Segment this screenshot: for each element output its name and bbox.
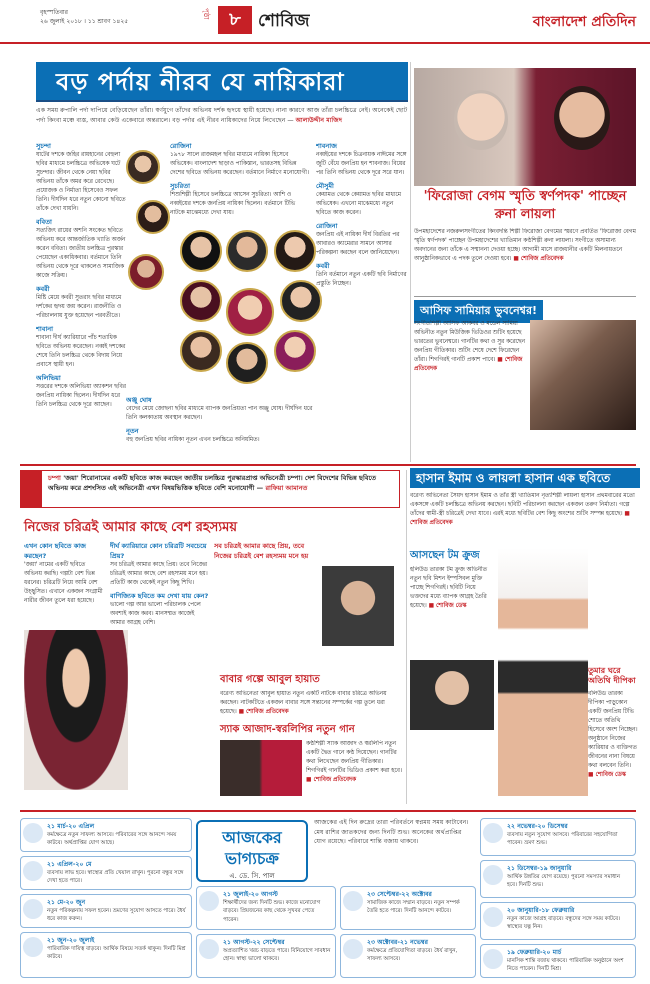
col1-text-5: সত্তরের দশকে অলিভিয়া অ্যাকশন ছবির জনপ্রিয় নায়িকা ছিলেন। দীর্ঘদিন ধরে তিনি চলচ্চিত্র থেকে দূরে আছেন। xyxy=(36,384,126,408)
horoscope-author: এ. ডে. সি. পাল xyxy=(229,871,275,880)
leo-icon xyxy=(199,891,219,911)
deepika-headline: তুমার ঘরে অতিথি দীপিকা xyxy=(588,666,636,686)
champa-col-1 xyxy=(24,538,104,630)
horo-name: ২৩ সেপ্টেম্বর-২২ অক্টোবর xyxy=(367,891,432,898)
champa-quote-text: 'জয়া' শিরোনামের একটি ছবিতে কাজ করছেন জাতীয় চলচ্চিত্র পুরস্কারপ্রাপ্ত অভিনেত্রী চম্পা। দেশ বিদেশের বিভিন্ন ছবিতে অভিনয় করে প্রশংসিত এই অভিনেত্রী এখন বিষয়ভিত্তিক ছবিতে বেশি মনোযোগী — xyxy=(48,474,376,492)
feature-lead-text: এক সময় রুপালি পর্দা দাপিয়ে বেড়িয়েছেন তাঁরা। স্বর্ণযুগে তাঁদের অভিনয় দর্শক হৃদয়ে স্থায়ী হয়েছে। নানা কারণে আজ তাঁরা চলচ্চিত্রে নেই। অনেকেই ছোট পর্দা কিংবা মঞ্চে ব্যস্ত, আবার কেউ একেবারে অন্তরালে। বড় পর্দার এই নীরব নায়িকাদের নিয়ে লিখেছেন — xyxy=(36,107,408,124)
gemini-icon xyxy=(23,899,43,919)
col3-subhead-1: শাবনাজ xyxy=(316,142,337,150)
horo-cell-kumbha xyxy=(480,902,636,940)
champa-q2: দীর্ঘ ক্যারিয়ারে কোন চরিত্রটি সবচেয়ে প্রিয়? xyxy=(110,542,207,561)
champa-a2: সব চরিত্রই আমার কাছে প্রিয়। তবে নিজের চরিত্রই আমার কাছে বেশ রহস্যময় মনে হয়। প্রতিটি কাজ থেকেই নতুন কিছু শিখি। xyxy=(110,562,208,587)
col2-text-2: শিশুশিল্পী হিসেবে চলচ্চিত্রে আসেন সুচরিতা। আশি ও নব্বইয়ের দশকে জনপ্রিয় নায়িকা ছিলেন। বর্তমানে টিভি নাটকে মাঝেমধ্যে দেখা যায়। xyxy=(170,192,296,217)
horo-cell-kanya xyxy=(196,934,336,978)
champa-quote-bar xyxy=(20,470,42,508)
tom-photo xyxy=(410,660,494,730)
newspaper-logo: বাংলাদেশ প্রতিদিন xyxy=(532,14,636,30)
horo-name: ২১ মার্চ-২০ এপ্রিল xyxy=(47,823,95,830)
feature-col-3 xyxy=(316,138,408,460)
col3-text-1: নব্বইয়ের দশকে চিত্রনায়ক নাঈমের সঙ্গে জুটি বেঁধে জনপ্রিয় হন শাবনাজ। বিয়ের পর তিনি অভিনয় থেকে দূরে সরে যান। xyxy=(316,152,407,177)
face-1 xyxy=(454,90,508,150)
tom-headline: আসছেন টম ক্রুজ xyxy=(410,550,480,561)
feature-lead xyxy=(36,106,408,125)
horo-text: আর্থিক উন্নতির যোগ রয়েছে। পুরনো সমস্যার সমাধান হবে। দিনটি শুভ। xyxy=(507,874,620,889)
horo-name: ২১ ডিসেম্বর-১৯ জানুয়ারি xyxy=(507,865,572,872)
col1-subhead-3: কবরী xyxy=(36,284,50,293)
pisces-icon xyxy=(483,949,503,969)
runa-body xyxy=(414,228,636,294)
divider-h-1 xyxy=(414,296,636,297)
horo-cell-dhanu xyxy=(480,818,636,856)
section-title: শোবিজ xyxy=(258,11,310,31)
col2-subhead-1: রোজিনা xyxy=(170,142,192,150)
champa-q3: বাণিজ্যিক ছবিতে কম দেখা যায় কেন? xyxy=(110,592,209,601)
abul-headline: বাবার গল্পে আবুল হায়াত xyxy=(220,674,320,685)
horo-name: ২২ নভেম্বর-২০ ডিসেম্বর xyxy=(507,823,568,830)
hasan-credit: ■ শোবিজ প্রতিবেদক xyxy=(410,510,630,526)
horo-cell-brish xyxy=(20,856,192,890)
asiq-photo xyxy=(530,320,636,430)
horo-text: কর্মক্ষেত্রে প্রতিযোগিতা বাড়বে। ধৈর্য রাখুন, সাফল্য আসবে। xyxy=(367,948,458,963)
champa-col-2 xyxy=(110,538,210,790)
abul-credit: ■ শোবিজ প্রতিবেদক xyxy=(238,708,289,715)
horo-name: ২১ জুলাই-২০ আগস্ট xyxy=(223,891,279,898)
portrait-3 xyxy=(274,230,316,272)
swapnil-body-text: কণ্ঠশিল্পী স্যাক আজাদ ও স্বরলিপি নতুন একটি দ্বৈত গানে কণ্ঠ দিয়েছেন। গানটির কথা লিখেছেন জনপ্রিয় গীতিকার। শিগগিরই গানটির ভিডিও প্রকাশ করা হবে। xyxy=(306,741,402,774)
capricorn-icon xyxy=(483,865,503,885)
divider-v-2 xyxy=(406,470,407,804)
horo-text: ব্যবসায় লাভ হবে। স্বাস্থ্যের প্রতি খেয়াল রাখুন। পুরনো বন্ধুর সঙ্গে দেখা হতে পারে। xyxy=(47,870,184,885)
col2-text-3: বেদের মেয়ে জোছনা ছবির মাধ্যমে ব্যাপক জনপ্রিয়তা পান অঞ্জু ঘোষ। দীর্ঘদিন ধরে তিনি কলকাতায় অবস্থান করছেন। xyxy=(126,406,313,422)
portrait-2 xyxy=(226,230,268,272)
hasan-body xyxy=(410,492,638,544)
feature-byline: আলাউদ্দীন মাজিদ xyxy=(295,116,342,124)
col1-text-2: সত্যজিৎ রায়ের অশনি সংকেত ছবিতে অভিনয় করে আন্তর্জাতিক খ্যাতি অর্জন করেন ববিতা। জাতীয় চলচ্চিত্র পুরস্কার পেয়েছেন একাধিকবার। বর্তমানে তিনি অভিনয় থেকে দূরে থাকলেও সামাজিক কাজে সক্রিয়। xyxy=(36,228,126,279)
champa-q1: এখন কোন ছবিতে কাজ করছেন? xyxy=(24,542,86,561)
asiq-body xyxy=(414,320,526,458)
asiq-headline: আসিফ সামিয়ার ভুবনেশ্বর! xyxy=(414,300,543,323)
page-label: পৃষ্ঠা xyxy=(202,8,210,20)
col3-subhead-2: মৌসুমী xyxy=(316,182,334,191)
aries-icon xyxy=(23,823,43,843)
deepika-photo xyxy=(498,548,588,796)
champa-a1: 'জয়া' নামের একটি ছবিতে অভিনয় করছি। গল্পটা বেশ ভিন্ন ধরনের। চরিত্রটি নিয়ে আমি বেশ উচ্ছ্বসিত। এখানে একজন সংগ্রামী নারীর জীবন তুলে ধরা হয়েছে। xyxy=(24,562,103,605)
abul-body-text: বরেণ্য অভিনেতা আবুল হায়াত নতুন একটি নাটকে বাবার চরিত্রে অভিনয় করছেন। নাটকটিতে একজন বাবার সঙ্গে সন্তানের সম্পর্কের গল্প তুলে ধরা হয়েছে। xyxy=(220,691,387,715)
champa-quote-by: রাফিয়া আমানত xyxy=(265,483,308,492)
divider-v-1 xyxy=(410,62,411,462)
portrait-9 xyxy=(226,342,268,384)
aquarius-icon xyxy=(483,907,503,927)
horo-name: ২১ আগস্ট-২২ সেপ্টেম্বর xyxy=(223,939,285,946)
horo-name: ২১ জুন-২০ জুলাই xyxy=(47,937,95,944)
portrait-bobita xyxy=(136,200,170,234)
date-line: বৃহস্পতিবার ২৬ জুলাই ২০১৮ । ১১ শ্রাবণ ১৪২৫ xyxy=(40,9,129,25)
tom-body-text: হলিউড তারকা টম ক্রুজ অভিনীত নতুন ছবি মিশন ইম্পসিবল মুক্তি পাচ্ছে শিগগিরই। ছবিটি নিয়ে ভক্তদের মধ্যে ব্যাপক আগ্রহ তৈরি হয়েছে। xyxy=(410,567,488,609)
abul-body xyxy=(220,690,400,720)
horo-text: নতুন কাজে আগ্রহ বাড়বে। বন্ধুদের সঙ্গে সময় কাটবে। স্বাস্থ্যের যত্ন নিন। xyxy=(507,916,621,931)
horo-text: অপ্রত্যাশিত খরচ বাড়তে পারে। বিনিয়োগে সাবধান হোন। স্বাস্থ্য ভালো থাকবে। xyxy=(223,948,331,963)
horo-text: মানসিক শান্তি বজায় থাকবে। পারিবারিক অনুষ্ঠানে অংশ নিতে পারেন। দিনটি মিশ্র। xyxy=(507,958,624,973)
swapnil-credit: ■ শোবিজ প্রতিবেদক xyxy=(306,776,357,783)
tom-body xyxy=(410,566,494,656)
horoscope-title-box xyxy=(196,820,308,882)
horo-cell-makar xyxy=(480,860,636,898)
scorpio-icon xyxy=(343,939,363,959)
feature-col-2 xyxy=(170,138,310,228)
col3-text-2: কেয়ামত থেকে কেয়ামত ছবির মাধ্যমে অভিষেক। এখনো মাঝেমধ্যে নতুন ছবিতে কাজ করেন। xyxy=(316,192,401,217)
libra-icon xyxy=(343,891,363,911)
champa-title: নিজের চরিত্রই আমার কাছে বেশ রহস্যময় xyxy=(24,520,237,535)
portrait-4 xyxy=(180,280,222,322)
divider-h-2 xyxy=(20,464,636,466)
runa-headline: 'ফিরোজা বেগম স্মৃতি স্বর্ণপদক' পাচ্ছেন রুনা লায়লা xyxy=(423,189,627,222)
cancer-icon xyxy=(23,937,43,957)
col1-subhead-5: অলিভিয়া xyxy=(36,373,61,382)
runa-body-text: উপমহাদেশের নজরুলসংগীতের কিংবদন্তি শিল্পী ফিরোজা বেগমের স্মরণে প্রবর্তিত 'ফিরোজা বেগম স্মৃতি স্বর্ণপদক' পাচ্ছেন উপমহাদেশের খ্যাতিমান কণ্ঠশিল্পী রুনা লায়লা। সংগীতে অসামান্য অবদানের জন্য তাঁকে এ সম্মাননা দেওয়া হচ্ছে। আগামী মাসে রাজধানীর একটি মিলনায়তনে আনুষ্ঠানিকভাবে এ পদক তুলে দেওয়া হবে। xyxy=(414,229,636,262)
col1-subhead-4: শাবানা xyxy=(36,324,53,333)
portrait-7 xyxy=(180,330,222,372)
horo-text: নতুন পরিকল্পনায় সফল হবেন। ভ্রমণের সুযোগ আসতে পারে। ধৈর্য ধরে কাজ করুন। xyxy=(47,908,186,923)
portrait-suchanda xyxy=(126,150,160,184)
horo-name: ১৯ ফেব্রুয়ারি-২০ মার্চ xyxy=(507,949,562,956)
horo-cell-brishchik xyxy=(340,934,476,978)
champa-tag: চম্পা xyxy=(48,474,61,482)
col3-text-4: তিনি বর্তমানে নতুন একটি ছবি নির্মাণের প্রস্তুতি নিচ্ছেন। xyxy=(316,272,407,288)
horo-text: সামাজিক কাজে সম্মান বাড়বে। নতুন সম্পর্ক তৈরি হতে পারে। দিনটি আনন্দে কাটবে। xyxy=(367,900,460,915)
col1-text-1: ষাটের দশকে জহির রায়হানের বেহুলা ছবির মাধ্যমে চলচ্চিত্রে অভিষেক ঘটে সুচন্দার। জীবন থেকে নেয়া ছবির অভিনয় তাঁকে অমর করে রেখেছে। প্রযোজক ও নির্মাতা হিসেবেও সফল তিনি। দীর্ঘদিন ধরে নতুন কোনো ছবিতে তাঁকে দেখা যায়নি। xyxy=(36,152,126,212)
hasan-body-text: বরেণ্য অভিনেতা সৈয়দ হাসান ইমাম ও তাঁর স্ত্রী খ্যাতিমান নৃত্যশিল্পী লায়লা হাসান প্রথমবারের মতো একসঙ্গে একটি চলচ্চিত্রে অভিনয় করছেন। ছবিটি পরিচালনা করছেন একজন তরুণ নির্মাতা। গল্পে তাঁদের স্বামী-স্ত্রী চরিত্রেই দেখা যাবে। এরই মধ্যে ছবিটির বেশ কিছু অংশের শুটিং সম্পন্ন হয়েছে। xyxy=(410,493,635,517)
col2-text-4: বহু জনপ্রিয় ছবির নায়িকা নূতন এখন চলচ্চিত্রে অনিয়মিত। xyxy=(126,437,260,444)
taurus-icon xyxy=(23,861,43,881)
horoscope-intro-text: আজকের এই দিন রুদ্রের তারা পরিবর্তনে স্বপ্নময় সময় কাটাবেন। মেষ রাশির জাতকদের জন্য দিনটি শুভ। অনেকের অর্থপ্রাপ্তির যোগ রয়েছে। পরিবারে শান্তি বজায় থাকবে। xyxy=(314,819,469,846)
portrait-kobori xyxy=(128,254,164,290)
horo-text: ব্যবসায় নতুন সুযোগ আসবে। পরিবারের সহযোগিতা পাবেন। ভ্রমণ শুভ। xyxy=(507,832,618,847)
masthead xyxy=(0,0,650,44)
horoscope-intro xyxy=(314,818,472,882)
hasan-headline: হাসান ইমাম ও লায়লা হাসান এক ছবিতে xyxy=(410,468,640,488)
feature-headline: বড় পর্দায় নীরব যে নায়িকারা xyxy=(56,68,345,96)
runa-credit: ■ শোবিজ প্রতিবেদক xyxy=(513,255,564,262)
deepika-credit: ■ শোবিজ ডেস্ক xyxy=(588,771,626,778)
champa-a3: ভালো গল্প আর ভালো পরিচালক পেলে অবশ্যই কাজ করব। মানসম্মত কাজেই আমার আগ্রহ বেশি। xyxy=(110,602,201,627)
feature-col-1 xyxy=(36,138,126,460)
horo-cell-karkat xyxy=(20,932,192,978)
swapnil-body xyxy=(306,740,404,800)
horo-name: ২৩ অক্টোবর-২১ নভেম্বর xyxy=(367,939,429,946)
horo-text: পারিবারিক দায়িত্ব বাড়বে। আর্থিক বিষয়ে সতর্ক থাকুন। দিনটি মিশ্র কাটবে। xyxy=(47,946,186,961)
horo-cell-tula xyxy=(340,886,476,930)
virgo-icon xyxy=(199,939,219,959)
deepika-body-text: বলিউড তারকা দীপিকা পাড়ুকোন একটি জনপ্রিয় টিভি শোতে অতিথি হিসেবে অংশ নিচ্ছেন। অনুষ্ঠানে নিজের ক্যারিয়ার ও ব্যক্তিগত জীবনের নানা বিষয়ে কথা বলবেন তিনি। xyxy=(588,691,638,769)
swapnil-headline: স্যাক আজাদ-স্বরলিপির নতুন গান xyxy=(220,724,355,735)
portrait-1 xyxy=(180,230,222,272)
horo-text: কর্মক্ষেত্রে নতুন সাফল্য আসবে। পরিবারের সঙ্গে আনন্দে সময় কাটবে। অর্থপ্রাপ্তির যোগ আছে। xyxy=(47,832,177,847)
horo-cell-mithun xyxy=(20,894,192,928)
portrait-8 xyxy=(274,330,316,372)
col3-text-3: জনপ্রিয় এই নায়িকা দীর্ঘ বিরতির পর আবারও ক্যামেরার সামনে আসার পরিকল্পনা করছেন বলে জানিয়েছেন। xyxy=(316,232,400,257)
horo-cell-mesh xyxy=(20,818,192,852)
horo-name: ২০ জানুয়ারি-১৮ ফেব্রুয়ারি xyxy=(507,907,575,914)
col1-text-3: মিষ্টি মেয়ে কবরী সুতরাং ছবির মাধ্যমে দর্শকের হৃদয় জয় করেন। রাজনীতি ও পরিচালনায় যুক্ত হয়েছেন পরবর্তীতে। xyxy=(36,294,122,319)
horoscope-title: আজকের ভাগ্যচক্র xyxy=(222,828,282,868)
horo-text: শিক্ষার্থীদের জন্য দিনটি শুভ। কাজে মনোযোগ বাড়বে। প্রিয়জনের কাছ থেকে সুখবর পেতে পারেন। xyxy=(223,900,321,923)
deepika-body xyxy=(588,690,638,800)
abul-photo xyxy=(322,566,394,646)
swapnil-photo xyxy=(220,740,302,796)
col2-subhead-2: সুচরিতা xyxy=(170,182,190,191)
tom-credit: ■ শোবিজ ডেস্ক xyxy=(428,602,467,609)
champa-pull: সব চরিত্রই আমার কাছে প্রিয়, তবে নিজের চরিত্রই বেশ রহস্যময় মনে হয় xyxy=(214,542,309,561)
runa-photo xyxy=(414,68,636,186)
sagittarius-icon xyxy=(483,823,503,843)
feature-col-2b xyxy=(126,392,316,462)
champa-col-3 xyxy=(214,538,324,668)
horo-name: ২১ মে-২০ জুন xyxy=(47,899,86,906)
page-number: ৮ xyxy=(218,6,252,34)
col1-text-4: শাবানা দীর্ঘ ক্যারিয়ারে পাঁচ শতাধিক ছবিতে অভিনয় করেছেন। নব্বই দশকের শেষে তিনি চলচ্চিত্র থেকে বিদায় নিয়ে প্রবাসে স্থায়ী হন। xyxy=(36,335,126,368)
col3-subhead-4: কবরী xyxy=(316,262,330,271)
col1-subhead-1: সুচন্দা xyxy=(36,142,51,150)
horo-cell-singha xyxy=(196,886,336,930)
col3-subhead-3: রোজিনা xyxy=(316,222,338,231)
face-2 xyxy=(554,86,610,150)
horo-name: ২১ এপ্রিল-২০ মে xyxy=(47,861,92,868)
horo-cell-meen xyxy=(480,944,636,978)
champa-quote xyxy=(48,474,394,494)
col2-subhead-4: নূতন xyxy=(126,427,139,436)
asiq-credit: ■ শোবিজ প্রতিবেদক xyxy=(414,356,523,372)
horoscope-top-rule xyxy=(20,810,636,812)
asiq-body-text: সংগীতশিল্পী আসিফ আকবর ও মডেল সামিয়া অভিনীত নতুন মিউজিক ভিডিওর শুটিং হয়েছে ভারতের ভুবনেশ্বরে। গানটির কথা ও সুর করেছেন জনপ্রিয় গীতিকার। শুটিং শেষে দেশে ফিরেছেন তাঁরা। শিগগিরই গানটি প্রকাশ পাবে। xyxy=(414,321,525,363)
col2-subhead-3: অঞ্জু ঘোষ xyxy=(126,396,152,404)
portrait-5 xyxy=(226,288,274,336)
headline-rule xyxy=(36,100,408,102)
col2-text-1: ১৯৭৮ সালে রাজমহল ছবির মাধ্যমে নায়িকা হিসেবে অভিষেক। বাংলাদেশ ছাড়াও পাকিস্তান, ভারতসহ বিভিন্ন দেশের ছবিতে অভিনয় করেছেন। বর্তমানে নির্মাণে মনোযোগী। xyxy=(170,152,309,177)
col1-subhead-2: ববিতা xyxy=(36,217,52,226)
